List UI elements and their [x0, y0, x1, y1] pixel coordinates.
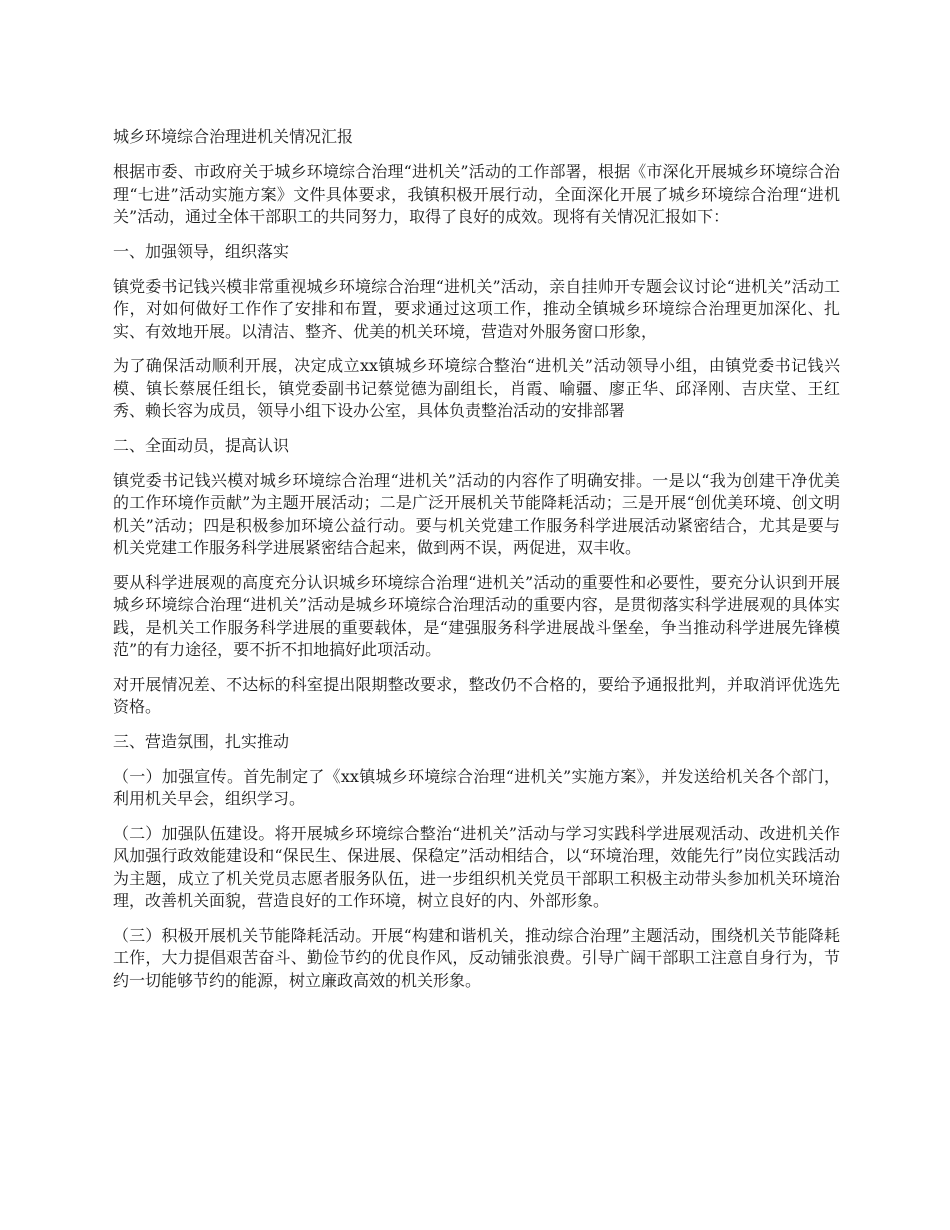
section-heading-3: 三、营造氛围，扎实推动	[113, 731, 290, 751]
section-1-paragraph-2: 为了确保活动顺利开展，决定成立xx镇城乡环境综合整治“进机关”活动领导小组，由镇党委书记钱兴模、镇长蔡展任组长，镇党委副书记蔡觉德为副组长，肖霞、喻疆、廖正华、邱泽刚、吉庆堂、王红秀、赖长容为成员，领导小组下设办公室，具体负责整治活动的安排部署	[113, 356, 840, 420]
section-3-paragraph-3: （三）积极开展机关节能降耗活动。开展“构建和谐机关，推动综合治理”主题活动，围绕机关节能降耗工作，大力提倡艰苦奋斗、勤俭节约的优良作风，反动铺张浪费。引导广阔干部职工注意自身行为，节约一切能够节约的能源，树立廉政高效的机关形象。	[113, 925, 840, 990]
section-2-paragraph-1: 镇党委书记钱兴模对城乡环境综合治理“进机关”活动的内容作了明确安排。一是以“我为创建干净优美的工作环境作贡献”为主题开展活动；二是广泛开展机关节能降耗活动；三是开展“创优美环境、创文明机关”活动；四是积极参加环境公益行动。要与机关党建工作服务科学进展活动紧密结合，尤其是要与机关党建工作服务科学进展紧密结合起来，做到两不误，两促进，双丰收。	[113, 470, 840, 557]
section-2-paragraph-3: 对开展情况差、不达标的科室提出限期整改要求，整改仍不合格的，要给予通报批判，并取消评优选先资格。	[113, 674, 840, 716]
section-1-paragraph-1: 镇党委书记钱兴模非常重视城乡环境综合治理“进机关”活动，亲自挂帅开专题会议讨论“进机关”活动工作，对如何做好工作作了安排和布置，要求通过这项工作，推动全镇城乡环境综合治理更加深化、扎实、有效地开展。以清洁、整齐、优美的机关环境，营造对外服务窗口形象，	[113, 276, 840, 341]
document-title: 城乡环境综合治理进机关情况汇报	[113, 127, 354, 146]
document-page	[113, 126, 840, 1004]
section-3-paragraph-2: （二）加强队伍建设。将开展城乡环境综合整治“进机关”活动与学习实践科学进展观活动、改进机关作风加强行政效能建设和“保民生、保进展、保稳定”活动相结合，以“环境治理，效能先行”岗位实践活动为主题，成立了机关党员志愿者服务队伍，进一步组织机关党员干部职工积极主动带头参加机关环境治理，改善机关面貌，营造良好的工作环境，树立良好的内、外部形象。	[113, 823, 840, 910]
section-heading-1: 一、加强领导，组织落实	[113, 241, 290, 261]
section-2-paragraph-2: 要从科学进展观的高度充分认识城乡环境综合治理“进机关”活动的重要性和必要性，要充分认识到开展城乡环境综合治理“进机关”活动是城乡环境综合治理活动的重要内容，是贯彻落实科学进展观的具体实践，是机关工作服务科学进展的重要载体，是“建强服务科学进展战斗堡垒，争当推动科学进展先锋模范”的有力途径，要不折不扣地搞好此项活动。	[113, 572, 840, 659]
section-heading-2: 二、全面动员，提高认识	[113, 435, 290, 455]
section-3-paragraph-1: （一）加强宣传。首先制定了《xx镇城乡环境综合治理“进机关”实施方案》，并发送给机关各个部门，利用机关早会，组织学习。	[113, 766, 840, 808]
intro-paragraph: 根据市委、市政府关于城乡环境综合治理“进机关”活动的工作部署，根据《市深化开展城乡环境综合治理“七进”活动实施方案》文件具体要求，我镇积极开展行动，全面深化开展了城乡环境综合治理“进机关”活动，通过全体干部职工的共同努力，取得了良好的成效。现将有关情况汇报如下：	[113, 162, 840, 226]
